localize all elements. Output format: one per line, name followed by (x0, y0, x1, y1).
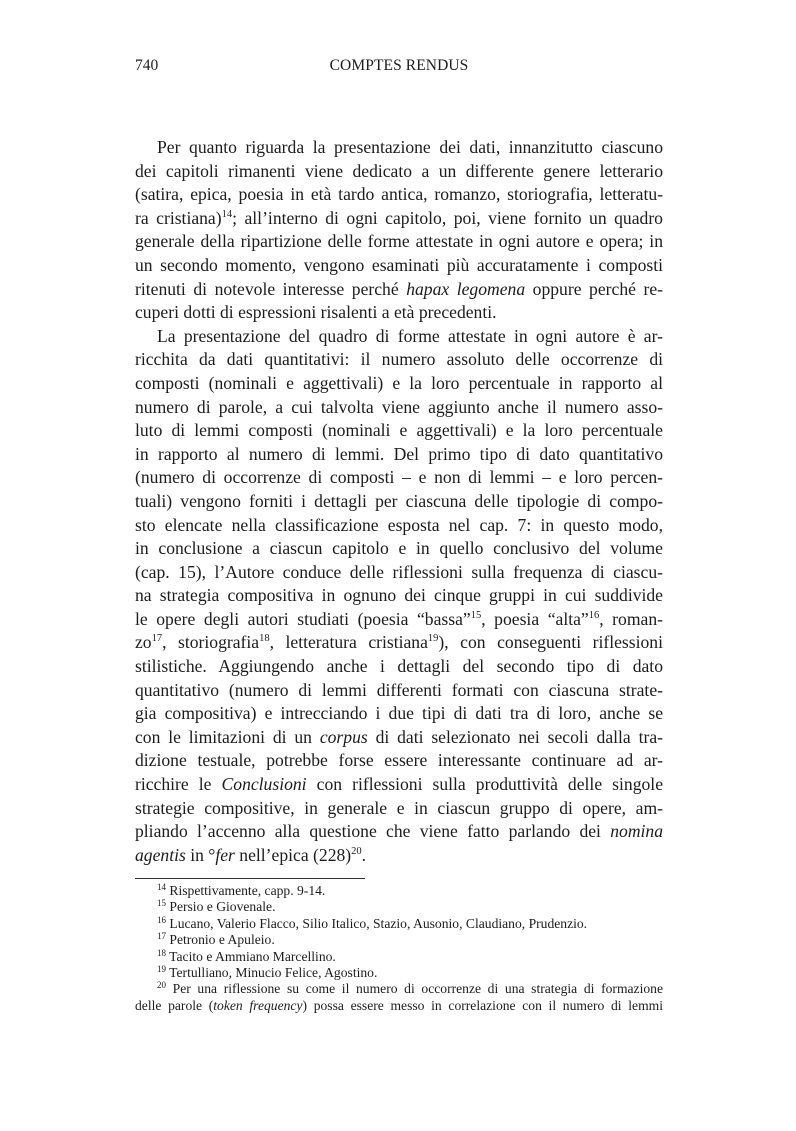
body-line (135, 301, 663, 325)
body-line (135, 396, 663, 420)
footnote-line (135, 932, 663, 948)
text-run: ; all’interno di ogni capitolo, poi, viene fornito un quadro (232, 207, 663, 228)
body-line (135, 702, 663, 726)
footnote-line (135, 899, 663, 915)
body-line (135, 820, 663, 844)
text-run: di dati selezionato nei secoli dalla tra- (367, 726, 663, 747)
footnotes (135, 883, 663, 1014)
footnote-marker: 14 (157, 882, 166, 892)
text-run: . (361, 844, 367, 865)
body-line (135, 537, 663, 561)
footnote-marker: 16 (157, 914, 166, 925)
body-line (135, 278, 663, 302)
text-run: gia compositiva) e intrecciando i due tipi di dati tra di loro, anche se (135, 703, 663, 724)
body-line (135, 419, 663, 443)
footnote-marker: 19 (427, 633, 439, 645)
footnote-marker: 19 (157, 963, 166, 974)
text-run: , poesia “alta” (481, 608, 589, 629)
body-line (135, 443, 663, 467)
body-line (135, 773, 663, 797)
body-line (135, 797, 663, 821)
text-run: ra cristiana) (135, 207, 222, 228)
text-run: cuperi dotti di espressioni risalenti a età precedenti. (135, 302, 497, 323)
text-run: dizione testuale, potrebbe forse essere interessante continuare ad ar- (135, 750, 663, 771)
footnote-marker: 14 (221, 208, 233, 220)
body-line (135, 726, 663, 750)
footnote-marker: 17 (151, 633, 163, 645)
footnote-line (135, 949, 663, 965)
body-line (135, 372, 663, 396)
footnote-separator (135, 878, 365, 879)
footnote-line (135, 981, 663, 997)
footnote-line (135, 883, 663, 899)
body-line (135, 183, 663, 207)
text-run: (satira, epica, poesia in età tardo antica, romanzo, storiografia, letteratu- (135, 184, 663, 205)
footnote-line (135, 916, 663, 932)
text-run: zo (135, 632, 152, 653)
body-line (135, 490, 663, 514)
body-line (135, 631, 663, 655)
footnote-marker: 15 (470, 609, 482, 621)
text-run: delle parole ( (135, 997, 214, 1013)
body-line (135, 679, 663, 703)
text-run: composti (nominali e aggettivali) e la loro percentuale in rapporto al (135, 372, 663, 393)
text-run: , letteratura cristiana (269, 632, 428, 653)
body-line (135, 584, 663, 608)
text-run: le opere degli autori studiati (poesia “bassa” (135, 608, 471, 629)
body-line (135, 466, 663, 490)
body-line (135, 348, 663, 372)
text-run: (numero di occorrenze di composti – e non di lemmi – e loro percen- (135, 467, 663, 488)
body-line (135, 230, 663, 254)
body-line (135, 514, 663, 538)
italic-text: token frequency (213, 997, 303, 1013)
text-run: Persio e Giovenale. (166, 899, 276, 915)
footnote-marker: 20 (351, 845, 362, 857)
body-line (135, 160, 663, 184)
footnote-marker: 16 (588, 609, 600, 621)
footnote-marker: 15 (157, 898, 166, 909)
text-run: numero di parole, a cui talvolta viene aggiunto anche il numero asso- (135, 396, 663, 417)
body-line (135, 207, 663, 231)
text-run: sto elencate nella classificazione esposta nel cap. 7: in questo modo, (135, 514, 663, 535)
italic-text: fer (215, 844, 235, 865)
text-run: Petronio e Apuleio. (166, 932, 275, 948)
text-run: un secondo momento, vengono esaminati più accuratamente i composti (135, 254, 663, 275)
text-run: , storiografia (162, 632, 260, 653)
text-run: La presentazione del quadro di forme attestate in ogni autore è ar- (157, 325, 663, 346)
text-run: in ° (185, 844, 216, 865)
page-number: 740 (135, 57, 159, 74)
footnote-marker: 18 (157, 947, 166, 958)
text-run: ritenuti di notevole interesse perché (135, 278, 407, 299)
footnote-marker: 18 (259, 633, 270, 645)
footnote-line (135, 998, 663, 1014)
italic-text: nomina (610, 821, 663, 842)
page-header (135, 57, 663, 79)
body-line (135, 844, 663, 868)
text-run: stilistiche. Aggiungendo anche i dettagli del secondo tipo di dato (135, 656, 663, 677)
body-line (135, 749, 663, 773)
italic-text: corpus (319, 726, 368, 747)
text-run: ricchita da dati quantitativi: il numero assoluto delle occorrenze di (135, 349, 663, 370)
text-run: na strategia compositiva in ognuno dei cinque gruppi in cui suddivide (135, 585, 663, 606)
text-run: in conclusione a ciascun capitolo e in quello conclusivo del volume (135, 538, 663, 559)
text-run: Tacito e Ammiano Marcellino. (166, 948, 336, 964)
text-run: pliando l’accenno alla questione che viene fatto parlando dei (135, 821, 611, 842)
body-line (135, 655, 663, 679)
text-run: Per una riflessione su come il numero di occorrenze di una strategia di formazione (166, 981, 663, 997)
text-run: tuali) vengono forniti i dettagli per ciascuna delle tipologie di compo- (135, 490, 663, 511)
text-run: Rispettivamente, capp. 9-14. (166, 883, 326, 898)
text-run: Tertulliano, Minucio Felice, Agostino. (166, 964, 378, 980)
footnote-line (135, 965, 663, 981)
text-run: strategie compositive, in generale e in ciascun gruppo di opere, am- (135, 797, 663, 818)
text-run: quantitativo (numero di lemmi differenti formati con ciascuna strate- (135, 679, 663, 700)
body-line (135, 561, 663, 585)
text-run: dei capitoli rimanenti viene dedicato a un differente genere letterario (135, 160, 663, 181)
text-run: oppure perché re- (525, 278, 663, 299)
body-line (135, 254, 663, 278)
body-line (135, 325, 663, 349)
text-run: (cap. 15), l’Autore conduce delle riflessioni sulla frequenza di ciascu- (135, 561, 663, 582)
text-run: con le limitazioni di un (135, 726, 320, 747)
text-run: in rapporto al numero di lemmi. Del primo tipo di dato quantitativo (135, 443, 663, 464)
body-line (135, 136, 663, 160)
italic-text: hapax legomena (406, 278, 526, 299)
text-run: luto di lemmi composti (nominali e aggettivali) e la loro percentuale (135, 420, 663, 441)
italic-text: Conclusioni (221, 774, 307, 795)
text-run: Lucano, Valerio Flacco, Silio Italico, Stazio, Ausonio, Claudiano, Prudenzio. (166, 915, 588, 931)
text-run: con riflessioni sulla produttività delle singole (306, 774, 663, 795)
italic-text: agentis (135, 844, 186, 865)
body-text (135, 136, 663, 867)
text-run: , roman- (599, 608, 663, 629)
text-run: Per quanto riguarda la presentazione dei dati, innanzitutto ciascuno (157, 137, 663, 157)
body-line (135, 608, 663, 632)
text-run: ricchire le (135, 774, 222, 795)
text-run: generale della ripartizione delle forme attestate in ogni autore e opera; in (135, 231, 663, 252)
running-head: COMPTES RENDUS (329, 57, 469, 74)
text-run: ) possa essere messo in correlazione con il numero di lemmi (302, 997, 663, 1013)
footnote-marker: 17 (157, 931, 166, 942)
text-run: nell’epica (228) (234, 844, 352, 865)
text-run: ), con conseguenti riflessioni (438, 632, 663, 653)
footnote-marker: 20 (157, 980, 166, 991)
